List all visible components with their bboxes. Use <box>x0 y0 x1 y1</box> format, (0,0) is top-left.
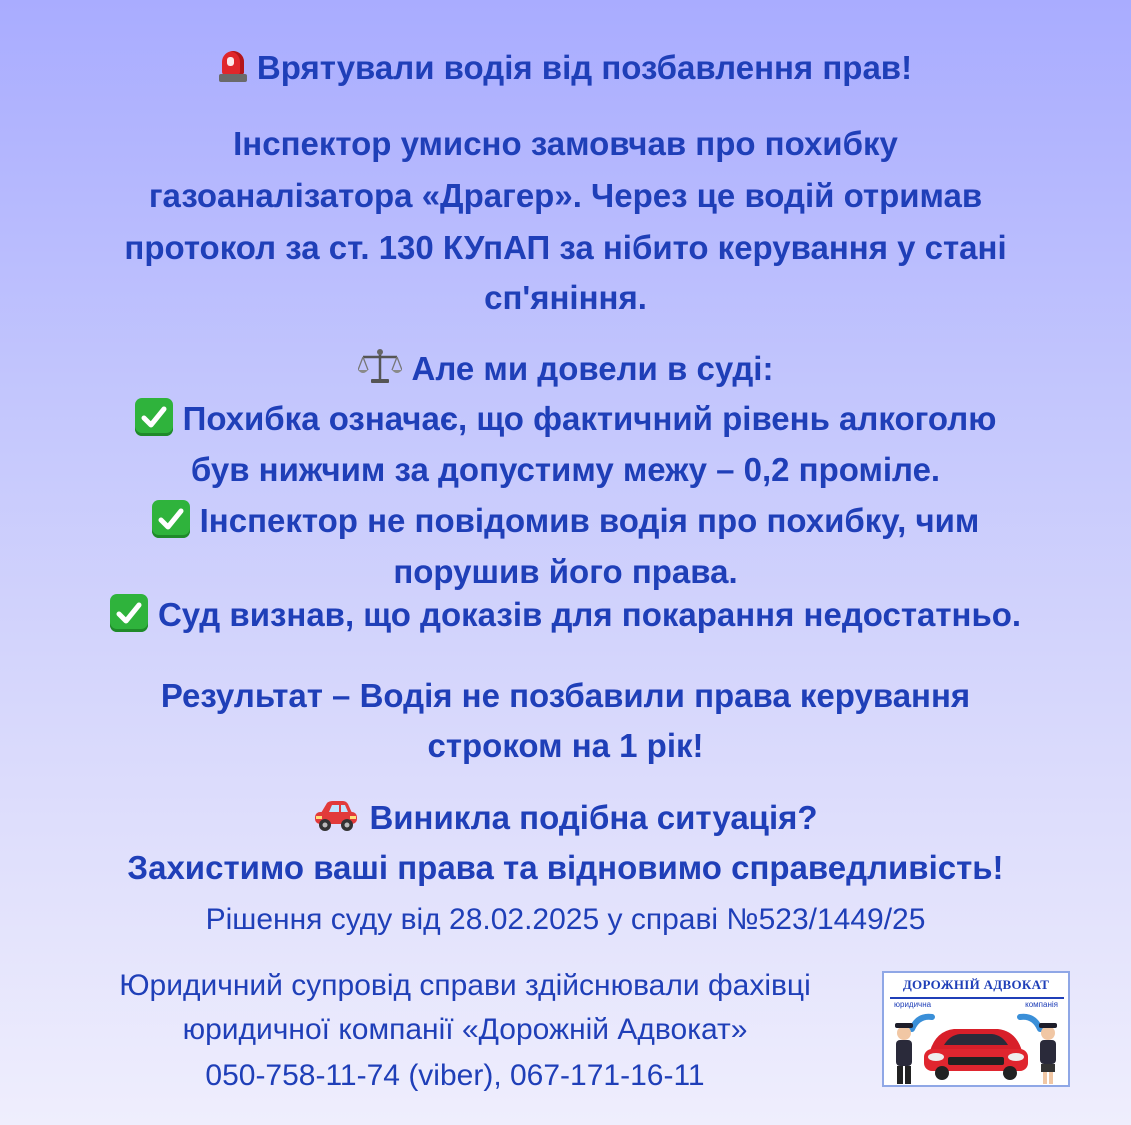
headline <box>0 48 1131 88</box>
intro-line: газоаналізатора «Драгер». Через це водій отримав <box>148 177 983 214</box>
proof-item-continued: був нижчим за допустиму межу – 0,2 проміле. <box>190 451 941 488</box>
scales-icon <box>358 348 402 384</box>
cta-line <box>0 798 1131 838</box>
logo-subtitle-right: компанія <box>1025 1000 1058 1009</box>
footer-line: Юридичний супровід справи здійснювали фахівці <box>119 969 811 1002</box>
logo-title: ДОРОЖНІЙ АДВОКАТ <box>902 977 1050 992</box>
logo-rule <box>890 997 1064 999</box>
proof-item-text: Похибка означає, що фактичний рівень алкоголю <box>182 400 997 437</box>
company-logo <box>882 971 1070 1087</box>
footer-line: юридичної компанії «Дорожній Адвокат» <box>182 1013 748 1046</box>
logo-subtitle-left: юридична <box>894 1000 932 1009</box>
intro-line: сп'яніння. <box>484 279 647 316</box>
cta-line: Захистимо ваші права та відновимо справедливість! <box>127 849 1004 886</box>
proof-item-text: Інспектор не повідомив водія про похибку, чим <box>199 502 980 539</box>
proof-item <box>0 500 1131 541</box>
check-mark-icon <box>135 398 173 436</box>
siren-icon <box>219 51 247 83</box>
result-line: строком на 1 рік! <box>427 727 704 764</box>
car-icon <box>313 799 359 833</box>
footer-line: 050-758-11-74 (viber), 067-171-16-11 <box>205 1059 705 1092</box>
intro-line: Інспектор умисно замовчав про похибку <box>233 125 898 162</box>
cta-text: Виникла подібна ситуація? <box>369 799 818 836</box>
intro-line: протокол за ст. 130 КУпАП за нібито керування у стані <box>124 229 1007 266</box>
headline-text: Врятували водія від позбавлення прав! <box>256 49 913 86</box>
proof-item <box>0 398 1131 439</box>
check-mark-icon <box>152 500 190 538</box>
proof-item-continued: порушив його права. <box>393 553 738 590</box>
result-line: Результат – Водія не позбавили права керування <box>160 677 971 714</box>
check-mark-icon <box>110 594 148 632</box>
proof-item-text: Суд визнав, що доказів для покарання недостатньо. <box>157 596 1022 633</box>
proof-item <box>0 594 1131 635</box>
court-decision: Рішення суду від 28.02.2025 у справі №523/1449/25 <box>205 903 926 936</box>
proof-heading <box>0 348 1131 389</box>
proof-heading-text: Але ми довели в суді: <box>411 350 774 387</box>
logo-illustration <box>884 1011 1068 1087</box>
